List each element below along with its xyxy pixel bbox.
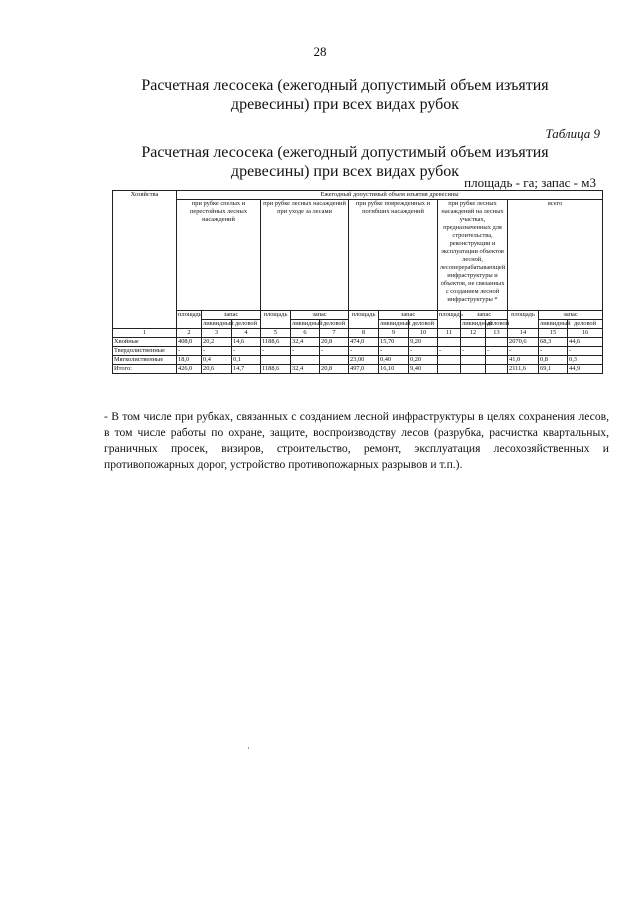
header-group-care: при рубке лесных насаждений при уходе за лесами: [261, 200, 349, 311]
table-cell: [461, 365, 486, 374]
table-cell: 9,20: [409, 338, 438, 347]
table-cell: -: [461, 347, 486, 356]
table-cell: 44,9: [568, 365, 603, 374]
table-cell: -: [320, 347, 349, 356]
col-number: 1: [113, 329, 177, 338]
table-cell: [438, 365, 461, 374]
col-number: 7: [320, 329, 349, 338]
col-number: 10: [409, 329, 438, 338]
header-main: Ежегодный допустимый объем изъятия древесины: [177, 191, 603, 200]
table-label: Таблица 9: [545, 126, 600, 141]
table-cell: 20,6: [202, 365, 232, 374]
sub-business-4: деловой: [487, 320, 510, 327]
sub-stock-5: запас: [539, 311, 603, 320]
sub-area-2: площадь: [261, 311, 291, 329]
header-row-groups: [113, 200, 603, 311]
footnote: - В том числе при рубках, связанных с созданием лесной инфраструктуры в целях сохранения лесов, в том числе работы по охране, защите, воспроизводству лесов (разрубка, расчистка квартальных, граничных просек, визиров, строительство, ремонт, эксплуатация лесохозяйственных и противопожарных дорог, устройство противопожарных разрывов и т.п.).: [104, 410, 609, 471]
table-cell: [461, 356, 486, 365]
page-title: Расчетная лесосека (ежегодный допустимый объем изъятия древесины) при всех видах рубок: [141, 77, 549, 113]
table-cell: 18,0: [177, 356, 202, 365]
table-cell: -: [539, 347, 568, 356]
sub-business-1: деловой: [232, 320, 261, 329]
table-cell: 16,10: [379, 365, 409, 374]
page-number: 28: [313, 44, 327, 59]
col-number: 15: [539, 329, 568, 338]
row-label: Твердолиственные: [113, 347, 177, 356]
table-cell: 0,1: [232, 356, 261, 365]
table-cell: [320, 356, 349, 365]
table-row: [113, 365, 603, 374]
sub-stock-1: запас: [202, 311, 261, 320]
col-number: 2: [177, 329, 202, 338]
table-row: [113, 347, 603, 356]
scan-speck: [248, 747, 249, 749]
sub-liquid-1: ликвидный: [203, 320, 234, 327]
col-number: 6: [291, 329, 320, 338]
col-number: 8: [349, 329, 379, 338]
table-cell: 14,7: [232, 365, 261, 374]
table-cell: 0,8: [539, 356, 568, 365]
col-number: 9: [379, 329, 409, 338]
table-cell: [438, 356, 461, 365]
sub-area-5: площадь: [508, 311, 539, 329]
table-cell: 0,3: [568, 356, 603, 365]
col-number: 4: [232, 329, 261, 338]
table-cell: [486, 365, 508, 374]
table-cell: 32,4: [291, 365, 320, 374]
table-cell: 44,6: [568, 338, 603, 347]
table-cell: [486, 338, 508, 347]
sub-area-1: площадь: [177, 311, 202, 329]
table-cell: 1188,6: [261, 365, 291, 374]
col-number: 3: [202, 329, 232, 338]
table-cell: 14,6: [232, 338, 261, 347]
table-cell: 15,70: [379, 338, 409, 347]
table-cell: [461, 338, 486, 347]
row-label: Мягколиственные: [113, 356, 177, 365]
header-group-damaged: при рубке поврежденных и погибших насаждений: [349, 200, 438, 311]
table-cell: 426,0: [177, 365, 202, 374]
table-cell: 9,40: [409, 365, 438, 374]
sub-area-4: площадь: [438, 311, 461, 329]
table-cell: -: [379, 347, 409, 356]
table-cell: 20,8: [320, 365, 349, 374]
sub-liquid-5: ликвидный: [540, 320, 571, 327]
table-row: [113, 338, 603, 347]
table-cell: -: [177, 347, 202, 356]
table-cell: 32,4: [291, 338, 320, 347]
table-cell: -: [291, 347, 320, 356]
header-group-mature: при рубке спелых и перестойных лесных насаждений: [177, 200, 261, 311]
table-cell: -: [261, 347, 291, 356]
table-cell: 408,0: [177, 338, 202, 347]
allowable-cut-table: [112, 190, 603, 374]
sub-business-2: деловой: [320, 320, 349, 329]
header-group-total: всего: [508, 200, 603, 311]
table-cell: [261, 356, 291, 365]
col-number: 14: [508, 329, 539, 338]
table-cell: 0,40: [379, 356, 409, 365]
table-cell: 474,0: [349, 338, 379, 347]
table-cell: -: [202, 347, 232, 356]
table-cell: 2111,6: [508, 365, 539, 374]
sub-liquid-4: ликвидный: [462, 320, 493, 327]
col-number: 5: [261, 329, 291, 338]
row-label: Хвойные: [113, 338, 177, 347]
col-number: 12: [461, 329, 486, 338]
units-note: площадь - га; запас - м3: [464, 175, 596, 190]
col-number: 16: [568, 329, 603, 338]
table-cell: -: [438, 347, 461, 356]
table-cell: 497,0: [349, 365, 379, 374]
sub-business-5: деловой: [568, 320, 603, 329]
table-cell: -: [508, 347, 539, 356]
header-row-main: [113, 191, 603, 200]
table-cell: 20,2: [202, 338, 232, 347]
table-cell: 1188,6: [261, 338, 291, 347]
table-cell: 69,1: [539, 365, 568, 374]
table-cell: -: [409, 347, 438, 356]
sub-stock-3: запас: [379, 311, 438, 320]
row-label: Итого:: [113, 365, 177, 374]
sub-area-3: площадь: [349, 311, 379, 329]
table-cell: -: [568, 347, 603, 356]
table-cell: 2070,6: [508, 338, 539, 347]
header-farm: Хозяйства: [113, 191, 177, 329]
table-cell: 20,8: [320, 338, 349, 347]
table-cell: 0,20: [409, 356, 438, 365]
table-cell: -: [349, 347, 379, 356]
column-numbers-row: [113, 329, 603, 338]
header-row-sub: [113, 311, 603, 320]
table-body: [113, 338, 603, 374]
table-title: Расчетная лесосека (ежегодный допустимый объем изъятия древесины) при всех видах рубок: [141, 144, 549, 180]
sub-stock-4: запас: [461, 311, 508, 320]
sub-liquid-3: ликвидный: [380, 320, 411, 327]
table-cell: 0,4: [202, 356, 232, 365]
table-cell: 23,00: [349, 356, 379, 365]
col-number: 13: [486, 329, 508, 338]
table-cell: [486, 356, 508, 365]
table-cell: -: [486, 347, 508, 356]
table-cell: [291, 356, 320, 365]
sub-liquid-2: ликвидный: [292, 320, 323, 327]
table-cell: -: [232, 347, 261, 356]
header-group-infrastructure: при рубке лесных насаждений на лесных участках, предназначенных для строительства, реконструкции и эксплуатации объектов лесной, лесоперерабатывающей инфраструктуры и объектов, не связанных с созданием лесной инфраструктуры *: [438, 200, 508, 311]
sub-business-3: деловой: [409, 320, 438, 329]
table-cell: [438, 338, 461, 347]
sub-stock-2: запас: [291, 311, 349, 320]
table-row: [113, 356, 603, 365]
table-cell: 68,3: [539, 338, 568, 347]
table-cell: 41,0: [508, 356, 539, 365]
col-number: 11: [438, 329, 461, 338]
